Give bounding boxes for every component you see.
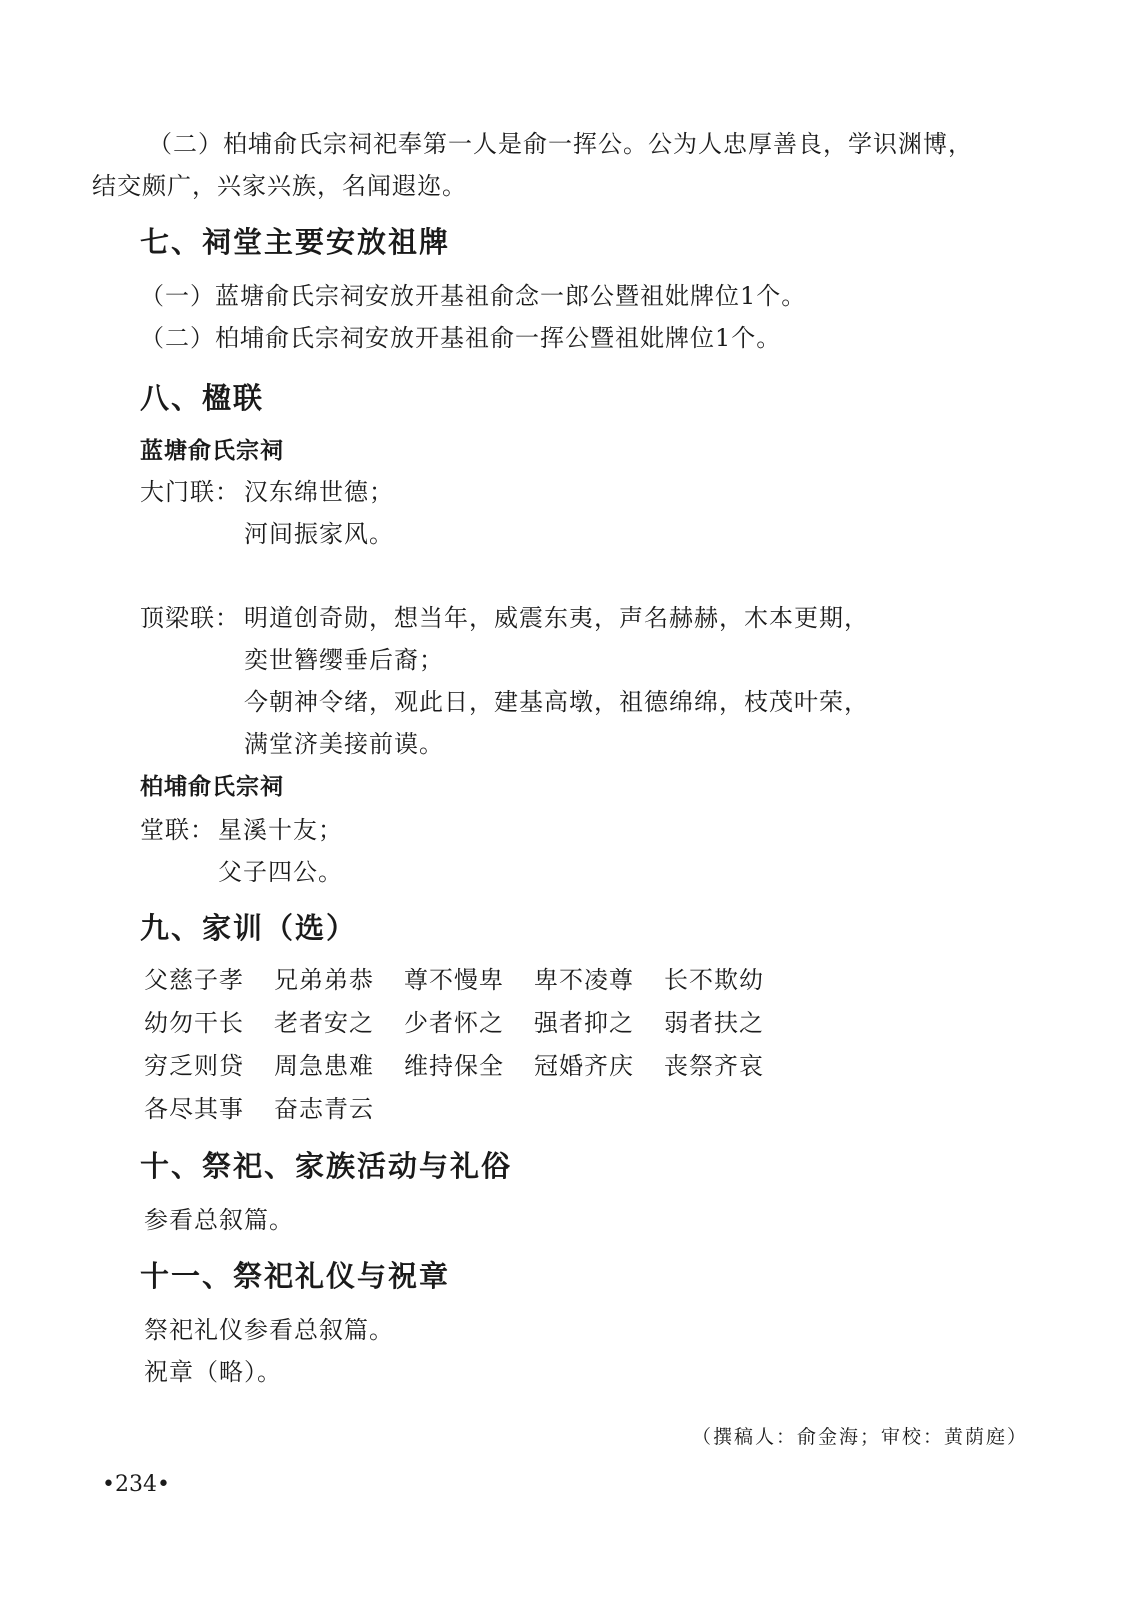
family-rule-row — [144, 964, 794, 996]
family-rule: 幼勿干长 — [144, 1009, 244, 1037]
section7-heading: 七、祠堂主要安放祖牌 — [140, 225, 451, 259]
section7-item2: （二）柏埔俞氏宗祠安放开基祖俞一挥公暨祖妣牌位1个。 — [140, 324, 782, 352]
family-rule: 长不欺幼 — [664, 966, 764, 994]
baipu-title: 柏埔俞氏宗祠 — [140, 774, 284, 800]
beam-couplet-line4: 满堂济美接前谟。 — [244, 730, 444, 758]
family-rule: 维持保全 — [404, 1052, 504, 1080]
family-rule: 周急患难 — [274, 1052, 374, 1080]
section7-item1: （一）蓝塘俞氏宗祠安放开基祖俞念一郎公暨祖妣牌位1个。 — [140, 282, 807, 310]
section10-text: 参看总叙篇。 — [144, 1206, 294, 1234]
hall-couplet-label: 堂联： — [140, 816, 215, 844]
gate-couplet-line2: 河间振家风。 — [244, 520, 394, 548]
page-number: •234• — [102, 1472, 170, 1497]
beam-couplet-line2: 奕世簪缨垂后裔； — [244, 646, 444, 674]
family-rule: 老者安之 — [274, 1009, 374, 1037]
section11-text1: 祭祀礼仪参看总叙篇。 — [144, 1316, 394, 1344]
family-rule: 穷乏则贷 — [144, 1052, 244, 1080]
family-rule: 弱者扶之 — [664, 1009, 764, 1037]
family-rule: 各尽其事 — [144, 1095, 244, 1123]
family-rule: 少者怀之 — [404, 1009, 504, 1037]
family-rule: 强者抑之 — [534, 1009, 634, 1037]
beam-couplet-line3: 今朝神令绪，观此日，建基高墩，祖德绵绵，枝茂叶荣， — [244, 688, 869, 716]
family-rule: 兄弟弟恭 — [274, 966, 374, 994]
family-rule: 奋志青云 — [274, 1095, 374, 1123]
beam-couplet-line1: 明道创奇勋，想当年，威震东夷，声名赫赫，木本更期， — [244, 604, 869, 632]
section6-item2-line1: （二）柏埔俞氏宗祠祀奉第一人是俞一挥公。公为人忠厚善良，学识渊博， — [148, 130, 973, 158]
family-rule: 父慈子孝 — [144, 966, 244, 994]
section6-item2-line2: 结交颇广，兴家兴族，名闻遐迩。 — [92, 172, 467, 200]
family-rule-row — [144, 1093, 404, 1125]
section10-heading: 十、祭祀、家族活动与礼俗 — [140, 1149, 513, 1183]
hall-couplet-line1: 星溪十友； — [218, 816, 343, 844]
family-rule-row — [144, 1050, 794, 1082]
family-rule: 丧祭齐哀 — [664, 1052, 764, 1080]
family-rule: 尊不慢卑 — [404, 966, 504, 994]
family-rule-row — [144, 1007, 794, 1039]
gate-couplet-line1: 汉东绵世德； — [244, 478, 394, 506]
section11-heading: 十一、祭祀礼仪与祝章 — [140, 1259, 451, 1293]
lantang-title: 蓝塘俞氏宗祠 — [140, 438, 284, 464]
family-rule: 卑不凌尊 — [534, 966, 634, 994]
hall-couplet-line2: 父子四公。 — [218, 858, 343, 886]
beam-couplet-label: 顶梁联： — [140, 604, 240, 632]
section9-heading: 九、家训（选） — [140, 911, 358, 945]
section8-heading: 八、楹联 — [140, 381, 265, 415]
section11-text2: 祝章（略）。 — [144, 1358, 282, 1386]
family-rule: 冠婚齐庆 — [534, 1052, 634, 1080]
author-credit: （撰稿人：俞金海；审校：黄荫庭） — [691, 1426, 1028, 1448]
gate-couplet-label: 大门联： — [140, 478, 240, 506]
